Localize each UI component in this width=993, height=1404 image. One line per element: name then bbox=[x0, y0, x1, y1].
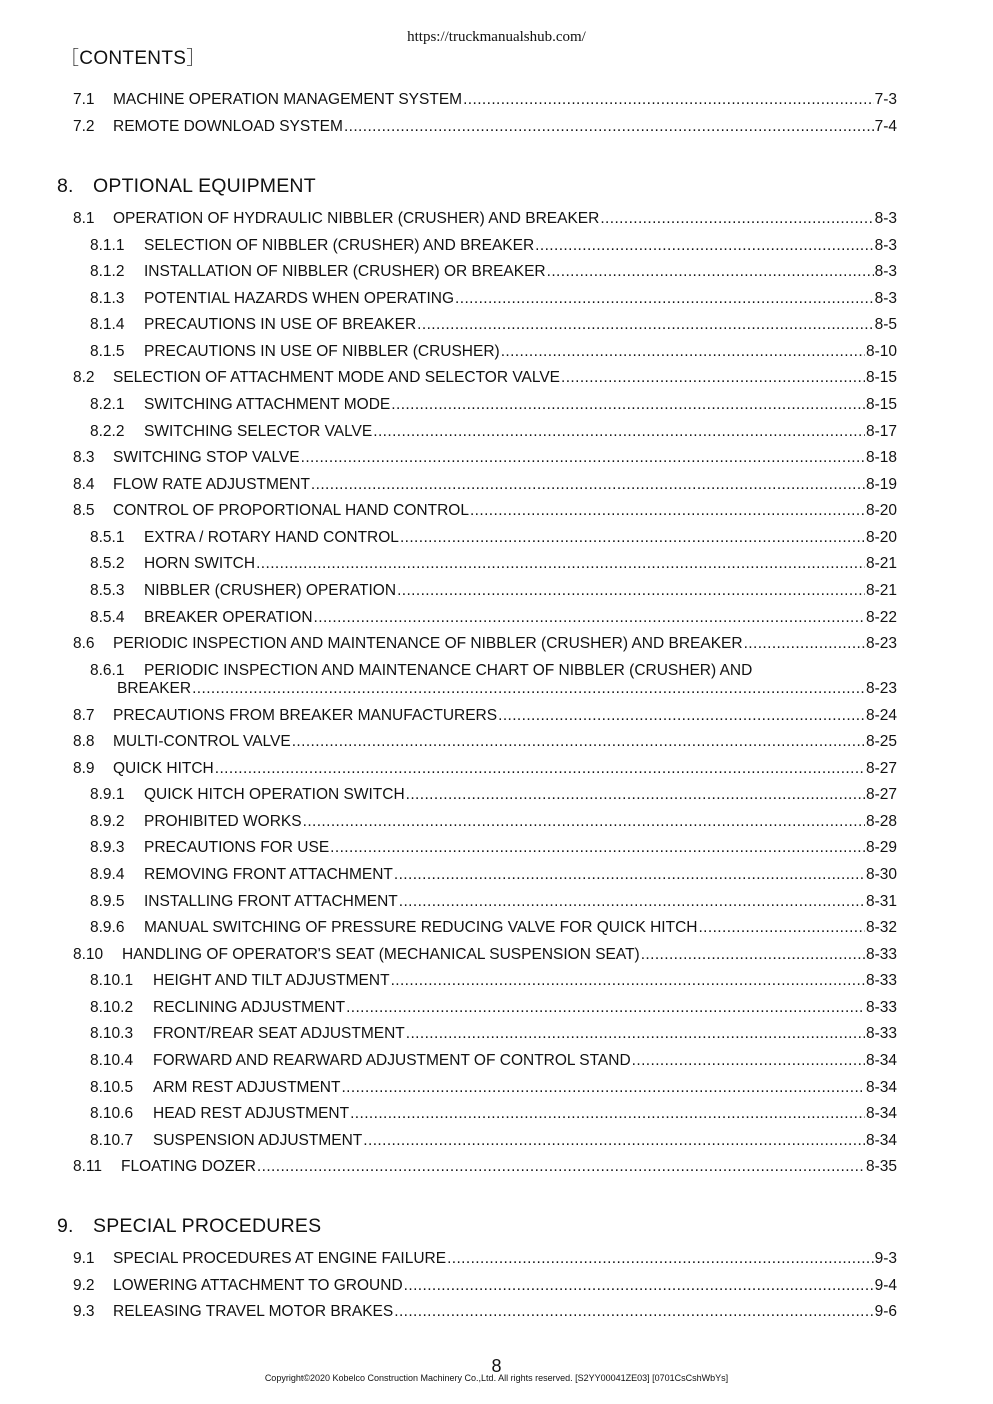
toc-entry[interactable] bbox=[90, 812, 897, 832]
toc-entry-title: PERIODIC INSPECTION AND MAINTENANCE OF NIBBLER (CRUSHER) AND BREAKER bbox=[113, 635, 743, 652]
toc-entry[interactable] bbox=[73, 1157, 897, 1177]
leader-dots bbox=[346, 998, 865, 1018]
toc-entry-title: MANUAL SWITCHING OF PRESSURE REDUCING VALVE FOR QUICK HITCH bbox=[144, 919, 698, 936]
toc-entry[interactable] bbox=[73, 945, 897, 965]
toc-entry-page: 8-34 bbox=[865, 1079, 897, 1096]
toc-entry-number: 8.1.3 bbox=[90, 290, 125, 307]
toc-entry[interactable] bbox=[90, 892, 897, 912]
toc-entry-number: 8.9.2 bbox=[90, 813, 125, 830]
toc-entry[interactable] bbox=[90, 608, 897, 628]
toc-entry-page: 8-5 bbox=[874, 316, 897, 333]
toc-entry-title-continuation: BREAKER bbox=[117, 680, 192, 697]
toc-entry-page: 8-19 bbox=[865, 476, 897, 493]
toc-entry-title: HORN SWITCH bbox=[144, 555, 256, 572]
leader-dots bbox=[350, 1104, 865, 1124]
toc-entry-page: 8-24 bbox=[865, 707, 897, 724]
toc-entry-page: 8-20 bbox=[865, 529, 897, 546]
toc-entry-title: MACHINE OPERATION MANAGEMENT SYSTEM bbox=[113, 91, 463, 108]
leader-dots bbox=[561, 368, 865, 388]
toc-entry-page: 8-21 bbox=[865, 582, 897, 599]
leader-dots bbox=[498, 706, 865, 726]
toc-entry-title: PRECAUTIONS IN USE OF NIBBLER (CRUSHER) bbox=[144, 343, 500, 360]
toc-entry-page: 8-10 bbox=[865, 343, 897, 360]
toc-entry-page: 8-20 bbox=[865, 502, 897, 519]
toc-entry-page: 8-34 bbox=[865, 1105, 897, 1122]
leader-dots bbox=[535, 236, 873, 256]
toc-entry-number: 8.2.1 bbox=[90, 396, 125, 413]
toc-entry-number: 8.10.2 bbox=[90, 999, 134, 1016]
leader-dots bbox=[373, 422, 865, 442]
toc-entry-page: 7-3 bbox=[874, 91, 897, 108]
toc-entry-page: 8-35 bbox=[865, 1158, 897, 1175]
leader-dots bbox=[397, 581, 865, 601]
chapter-heading[interactable] bbox=[57, 1215, 321, 1238]
leader-dots bbox=[404, 1276, 874, 1296]
toc-entry-title: SWITCHING SELECTOR VALVE bbox=[144, 423, 373, 440]
toc-entry[interactable] bbox=[90, 554, 897, 574]
toc-entry-number: 8.1.1 bbox=[90, 237, 125, 254]
leader-dots bbox=[394, 865, 865, 885]
toc-entry[interactable] bbox=[90, 1051, 897, 1071]
leader-dots bbox=[344, 117, 874, 137]
toc-entry-number: 8.5.2 bbox=[90, 555, 125, 572]
toc-entry-number: 8.1 bbox=[73, 210, 95, 227]
toc-entry-title: FLOW RATE ADJUSTMENT bbox=[113, 476, 310, 493]
toc-entry-number: 8.10.3 bbox=[90, 1025, 134, 1042]
leader-dots bbox=[256, 554, 865, 574]
chapter-number: 8. bbox=[57, 175, 74, 197]
toc-entry[interactable] bbox=[73, 501, 897, 521]
chapter-heading[interactable] bbox=[57, 175, 316, 198]
toc-entry-page: 8-3 bbox=[874, 210, 897, 227]
toc-entry-title: OPERATION OF HYDRAULIC NIBBLER (CRUSHER) AND BREAKER bbox=[113, 210, 600, 227]
toc-entry-number: 9.2 bbox=[73, 1277, 95, 1294]
toc-entry-page: 8-28 bbox=[865, 813, 897, 830]
toc-entry-number: 8.5 bbox=[73, 502, 95, 519]
toc-entry-title: FLOATING DOZER bbox=[121, 1158, 256, 1175]
toc-entry-number: 8.9.5 bbox=[90, 893, 125, 910]
toc-entry-title: QUICK HITCH OPERATION SWITCH bbox=[144, 786, 405, 803]
leader-dots bbox=[301, 448, 865, 468]
toc-entry-number: 9.3 bbox=[73, 1303, 95, 1320]
toc-entry-title: PRECAUTIONS FOR USE bbox=[144, 839, 330, 856]
toc-entry-number: 8.2 bbox=[73, 369, 95, 386]
toc-entry-title: HANDLING OF OPERATOR'S SEAT (MECHANICAL SUSPENSION SEAT) bbox=[122, 946, 640, 963]
toc-entry[interactable] bbox=[73, 90, 897, 110]
toc-entry-title: SELECTION OF ATTACHMENT MODE AND SELECTOR VALVE bbox=[113, 369, 561, 386]
toc-entry[interactable] bbox=[90, 236, 897, 256]
toc-entry[interactable] bbox=[90, 971, 897, 991]
toc-entry[interactable] bbox=[117, 679, 897, 699]
toc-entry-page: 9-6 bbox=[874, 1303, 897, 1320]
toc-entry-title: CONTROL OF PROPORTIONAL HAND CONTROL bbox=[113, 502, 469, 519]
toc-entry-number: 7.2 bbox=[73, 118, 95, 135]
leader-dots bbox=[447, 1249, 874, 1269]
toc-entry-number: 9.1 bbox=[73, 1250, 95, 1267]
toc-entry-page: 8-32 bbox=[865, 919, 897, 936]
toc-entry-title: MULTI-CONTROL VALVE bbox=[113, 733, 291, 750]
toc-entry-title: RECLINING ADJUSTMENT bbox=[153, 999, 346, 1016]
leader-dots bbox=[463, 90, 874, 110]
toc-entry-page: 8-30 bbox=[865, 866, 897, 883]
leader-dots bbox=[470, 501, 865, 521]
toc-entry-number: 8.5.1 bbox=[90, 529, 125, 546]
toc-entry-title: PERIODIC INSPECTION AND MAINTENANCE CHART OF NIBBLER (CRUSHER) AND bbox=[144, 662, 753, 679]
toc-entry-page: 8-34 bbox=[865, 1132, 897, 1149]
toc-entry[interactable] bbox=[90, 998, 897, 1018]
toc-entry[interactable] bbox=[90, 785, 897, 805]
toc-entry[interactable] bbox=[73, 1302, 897, 1322]
chapter-title: OPTIONAL EQUIPMENT bbox=[93, 175, 316, 197]
toc-entry-title: REMOVING FRONT ATTACHMENT bbox=[144, 866, 393, 883]
toc-entry[interactable] bbox=[73, 1249, 897, 1269]
toc-entry[interactable] bbox=[73, 368, 897, 388]
toc-entry-page: 8-34 bbox=[865, 1052, 897, 1069]
toc-entry-number: 8.1.2 bbox=[90, 263, 125, 280]
toc-entry-title: PROHIBITED WORKS bbox=[144, 813, 302, 830]
toc-entry[interactable] bbox=[90, 1024, 897, 1044]
toc-entry-number: 8.7 bbox=[73, 707, 95, 724]
contents-heading: ［CONTENTS］ bbox=[60, 48, 206, 69]
chapter-number: 9. bbox=[57, 1215, 74, 1237]
page-number: 8 bbox=[491, 1356, 502, 1376]
toc-entry-page: 8-3 bbox=[874, 263, 897, 280]
leader-dots bbox=[215, 759, 865, 779]
toc-entry-number: 8.10.4 bbox=[90, 1052, 134, 1069]
toc-entry-number: 8.10 bbox=[73, 946, 104, 963]
toc-entry[interactable] bbox=[90, 528, 897, 548]
leader-dots bbox=[330, 838, 865, 858]
leader-dots bbox=[641, 945, 865, 965]
toc-entry-page: 8-29 bbox=[865, 839, 897, 856]
toc-entry-title: INSTALLATION OF NIBBLER (CRUSHER) OR BREAKER bbox=[144, 263, 546, 280]
toc-entry-title: RELEASING TRAVEL MOTOR BRAKES bbox=[113, 1303, 394, 1320]
toc-entry-title: FRONT/REAR SEAT ADJUSTMENT bbox=[153, 1025, 405, 1042]
toc-entry-number: 8.1.5 bbox=[90, 343, 125, 360]
toc-entry[interactable] bbox=[90, 1078, 897, 1098]
source-url[interactable]: https://truckmanualshub.com/ bbox=[407, 29, 586, 45]
toc-entry[interactable] bbox=[90, 262, 897, 282]
toc-entry-page: 8-25 bbox=[865, 733, 897, 750]
leader-dots bbox=[257, 1157, 865, 1177]
toc-entry[interactable] bbox=[90, 315, 897, 335]
toc-entry-page: 8-23 bbox=[865, 680, 897, 697]
toc-entry-page: 8-22 bbox=[865, 609, 897, 626]
toc-entry-page: 8-17 bbox=[865, 423, 897, 440]
toc-entry-title: POTENTIAL HAZARDS WHEN OPERATING bbox=[144, 290, 455, 307]
leader-dots bbox=[698, 918, 865, 938]
toc-entry-page: 8-3 bbox=[874, 237, 897, 254]
toc-entry-title: PRECAUTIONS FROM BREAKER MANUFACTURERS bbox=[113, 707, 498, 724]
leader-dots bbox=[394, 1302, 873, 1322]
toc-entry-title: REMOTE DOWNLOAD SYSTEM bbox=[113, 118, 343, 135]
toc-entry[interactable] bbox=[73, 732, 897, 752]
toc-entry[interactable] bbox=[90, 918, 897, 938]
toc-entry-title: SELECTION OF NIBBLER (CRUSHER) AND BREAKER bbox=[144, 237, 535, 254]
toc-entry-title: SWITCHING STOP VALVE bbox=[113, 449, 300, 466]
toc-entry-wrapped-line[interactable] bbox=[90, 661, 752, 681]
toc-entry-number: 8.10.5 bbox=[90, 1079, 134, 1096]
toc-entry-number: 8.9.3 bbox=[90, 839, 125, 856]
toc-entry-number: 8.4 bbox=[73, 476, 95, 493]
toc-entry-number: 7.1 bbox=[73, 91, 95, 108]
toc-entry[interactable] bbox=[73, 475, 897, 495]
toc-entry-page: 8-18 bbox=[865, 449, 897, 466]
toc-entry-page: 8-33 bbox=[865, 1025, 897, 1042]
toc-entry[interactable] bbox=[90, 422, 897, 442]
chapter-title: SPECIAL PROCEDURES bbox=[93, 1215, 322, 1237]
toc-entry-page: 7-4 bbox=[874, 118, 897, 135]
toc-entry[interactable] bbox=[73, 1276, 897, 1296]
leader-dots bbox=[547, 262, 874, 282]
leader-dots bbox=[417, 315, 873, 335]
toc-entry-page: 8-3 bbox=[874, 290, 897, 307]
toc-entry-title: LOWERING ATTACHMENT TO GROUND bbox=[113, 1277, 403, 1294]
toc-entry[interactable] bbox=[73, 706, 897, 726]
toc-entry-title: QUICK HITCH bbox=[113, 760, 214, 777]
toc-entry-title: FORWARD AND REARWARD ADJUSTMENT OF CONTROL STAND bbox=[153, 1052, 631, 1069]
copyright-notice: Copyright©2020 Kobelco Construction Machinery Co.,Ltd. All rights reserved. [S2YY00041ZE03] [0701CsCshWbYs] bbox=[264, 1373, 729, 1383]
toc-entry-page: 9-3 bbox=[874, 1250, 897, 1267]
toc-entry[interactable] bbox=[90, 342, 897, 362]
toc-entry-title: PRECAUTIONS IN USE OF BREAKER bbox=[144, 316, 417, 333]
toc-entry-page: 8-27 bbox=[865, 786, 897, 803]
toc-entry-title: SPECIAL PROCEDURES AT ENGINE FAILURE bbox=[113, 1250, 447, 1267]
leader-dots bbox=[632, 1051, 865, 1071]
toc-entry-number: 8.5.3 bbox=[90, 582, 125, 599]
toc-entry-title: NIBBLER (CRUSHER) OPERATION bbox=[144, 582, 397, 599]
toc-entry-title: BREAKER OPERATION bbox=[144, 609, 313, 626]
leader-dots bbox=[406, 1024, 865, 1044]
toc-entry-number: 8.2.2 bbox=[90, 423, 125, 440]
leader-dots bbox=[399, 892, 865, 912]
toc-entry-number: 8.9 bbox=[73, 760, 95, 777]
leader-dots bbox=[341, 1078, 865, 1098]
toc-entry[interactable] bbox=[90, 289, 897, 309]
toc-entry-page: 8-21 bbox=[865, 555, 897, 572]
leader-dots bbox=[744, 634, 865, 654]
toc-entry-number: 8.6.1 bbox=[90, 662, 125, 679]
leader-dots bbox=[406, 785, 865, 805]
toc-entry[interactable] bbox=[90, 865, 897, 885]
leader-dots bbox=[303, 812, 865, 832]
toc-entry-number: 8.5.4 bbox=[90, 609, 125, 626]
toc-entry-page: 8-27 bbox=[865, 760, 897, 777]
leader-dots bbox=[311, 475, 865, 495]
leader-dots bbox=[363, 1131, 865, 1151]
toc-entry-page: 8-31 bbox=[865, 893, 897, 910]
toc-entry-number: 8.10.6 bbox=[90, 1105, 134, 1122]
toc-entry-number: 8.3 bbox=[73, 449, 95, 466]
toc-entry-page: 8-15 bbox=[865, 369, 897, 386]
toc-entry-title: EXTRA / ROTARY HAND CONTROL bbox=[144, 529, 399, 546]
toc-entry-number: 8.9.1 bbox=[90, 786, 125, 803]
leader-dots bbox=[391, 395, 865, 415]
toc-entry-number: 8.6 bbox=[73, 635, 95, 652]
toc-entry-page: 8-33 bbox=[865, 972, 897, 989]
toc-entry-title: SWITCHING ATTACHMENT MODE bbox=[144, 396, 391, 413]
leader-dots bbox=[314, 608, 865, 628]
toc-entry-number: 8.1.4 bbox=[90, 316, 125, 333]
toc-entry-title: HEAD REST ADJUSTMENT bbox=[153, 1105, 350, 1122]
toc-entry[interactable] bbox=[90, 1131, 897, 1151]
toc-entry-number: 8.9.6 bbox=[90, 919, 125, 936]
toc-entry-page: 9-4 bbox=[874, 1277, 897, 1294]
leader-dots bbox=[391, 971, 865, 991]
leader-dots bbox=[455, 289, 874, 309]
toc-entry-page: 8-33 bbox=[865, 999, 897, 1016]
toc-entry-number: 8.10.7 bbox=[90, 1132, 134, 1149]
toc-entry-number: 8.11 bbox=[73, 1158, 103, 1175]
toc-entry-page: 8-33 bbox=[865, 946, 897, 963]
toc-entry-number: 8.9.4 bbox=[90, 866, 125, 883]
toc-entry[interactable] bbox=[90, 838, 897, 858]
toc-entry-title: INSTALLING FRONT ATTACHMENT bbox=[144, 893, 398, 910]
toc-entry[interactable] bbox=[73, 117, 897, 137]
toc-entry-title: HEIGHT AND TILT ADJUSTMENT bbox=[153, 972, 390, 989]
toc-entry[interactable] bbox=[90, 1104, 897, 1124]
leader-dots bbox=[292, 732, 865, 752]
toc-entry[interactable] bbox=[73, 634, 897, 654]
leader-dots bbox=[192, 679, 865, 699]
toc-entry[interactable] bbox=[73, 209, 897, 229]
toc-entry-title: ARM REST ADJUSTMENT bbox=[153, 1079, 341, 1096]
toc-entry-number: 8.10.1 bbox=[90, 972, 134, 989]
toc-entry[interactable] bbox=[73, 759, 897, 779]
toc-entry[interactable] bbox=[90, 581, 897, 601]
toc-entry-number: 8.8 bbox=[73, 733, 95, 750]
toc-entry-page: 8-23 bbox=[865, 635, 897, 652]
toc-entry-title: SUSPENSION ADJUSTMENT bbox=[153, 1132, 363, 1149]
toc-entry-page: 8-15 bbox=[865, 396, 897, 413]
toc-entry[interactable] bbox=[73, 448, 897, 468]
leader-dots bbox=[501, 342, 865, 362]
toc-entry[interactable] bbox=[90, 395, 897, 415]
leader-dots bbox=[400, 528, 865, 548]
leader-dots bbox=[600, 209, 873, 229]
